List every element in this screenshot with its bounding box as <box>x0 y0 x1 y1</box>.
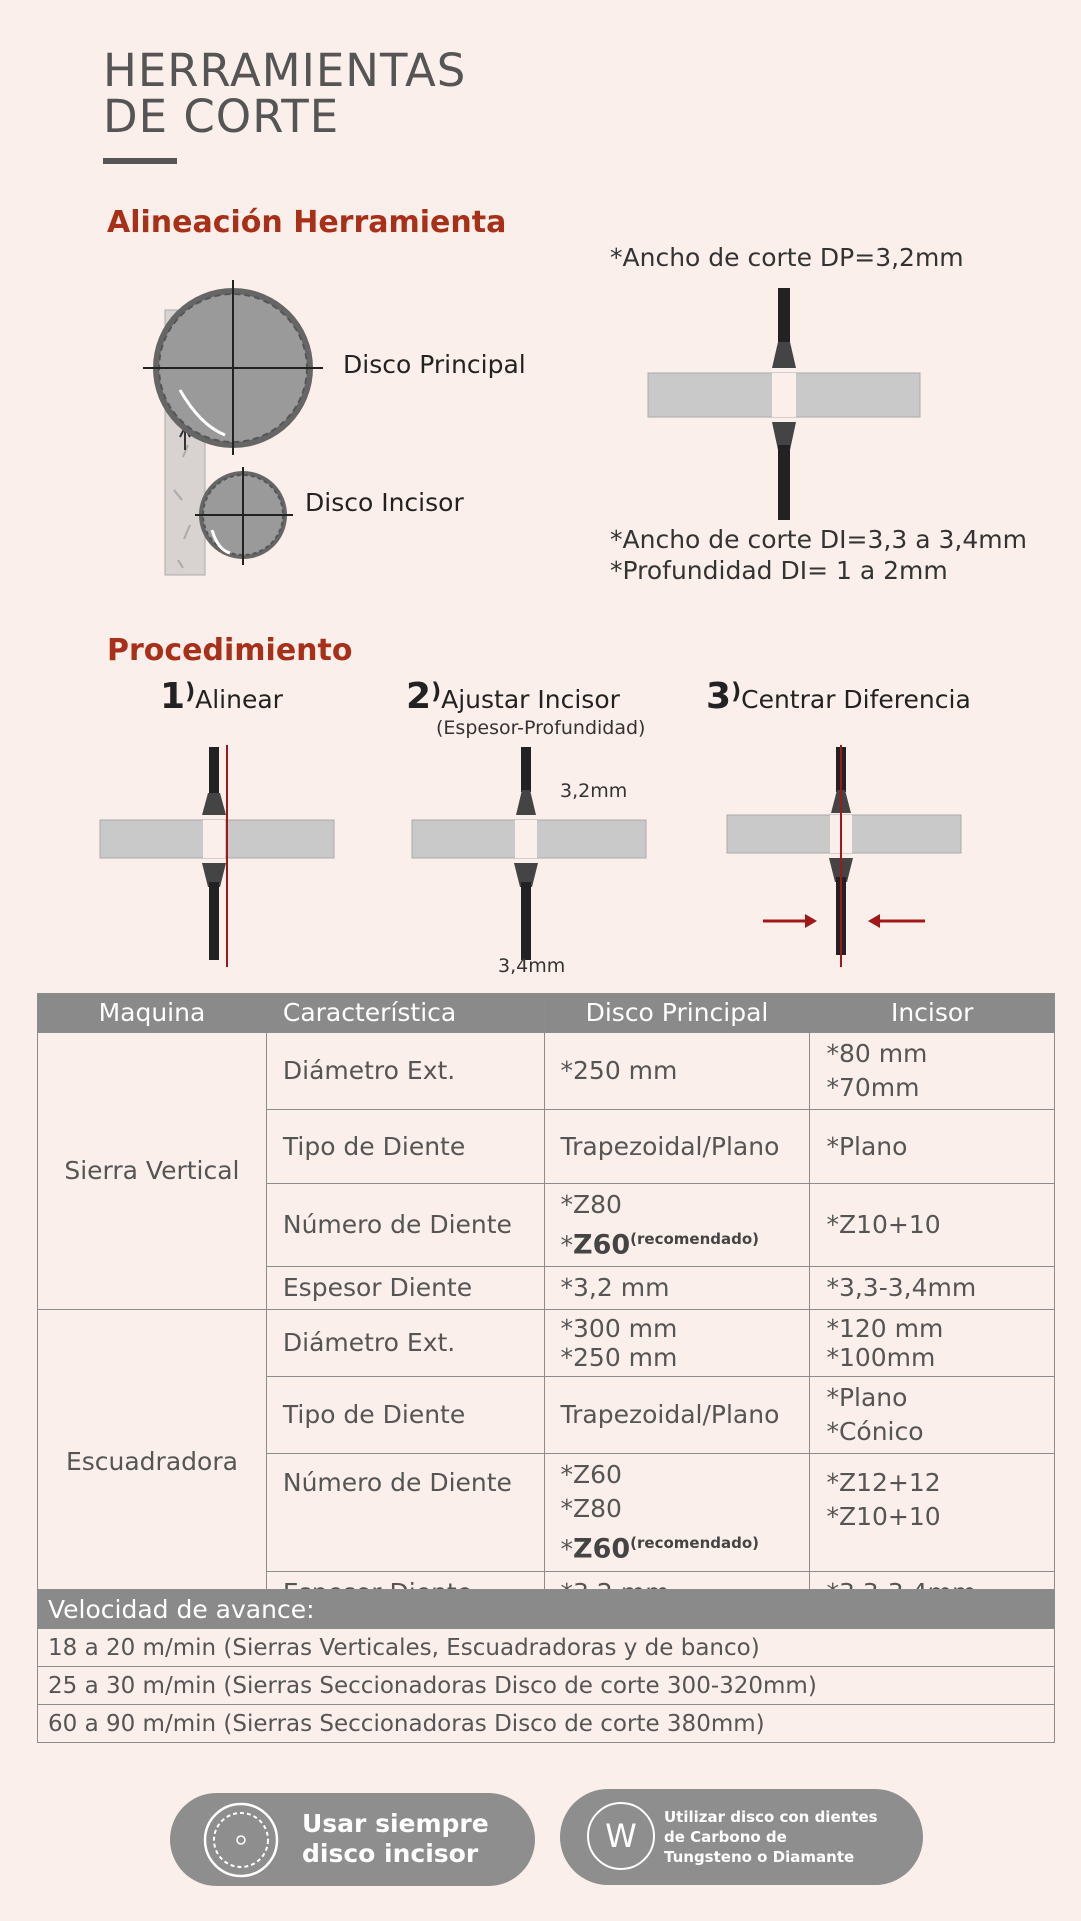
speed-row: 18 a 20 m/min (Sierras Verticales, Escuadradoras y de banco) <box>38 1629 1055 1667</box>
main-cell: *3,2 mm <box>544 1267 810 1310</box>
speed-heading: Velocidad de avance: <box>38 1590 1055 1629</box>
arrow-left-icon <box>868 914 925 928</box>
feature-cell: Diámetro Ext. <box>266 1033 544 1110</box>
title-line-1: HERRAMIENTAS <box>103 44 467 97</box>
step-1-diagram <box>98 745 338 970</box>
scoring-disc-icon <box>195 467 293 565</box>
table-header-row <box>38 994 1055 1033</box>
step-1-title: 1)Alinear <box>160 676 283 717</box>
main-disc-label: Disco Principal <box>343 350 526 379</box>
scoring-depth: *Profundidad DI= 1 a 2mm <box>610 556 948 585</box>
badge-carbide-disc <box>560 1789 923 1885</box>
step-2-title: 2)Ajustar Incisor <box>406 676 620 717</box>
header-scoring: Incisor <box>810 994 1055 1033</box>
main-cell: Trapezoidal/Plano <box>544 1377 810 1454</box>
speed-row: 60 a 90 m/min (Sierras Seccionadoras Disco de corte 380mm) <box>38 1705 1055 1743</box>
speed-table <box>37 1589 1055 1743</box>
main-cell: *250 mm <box>544 1033 810 1110</box>
scoring-cell: *Z10+10 <box>810 1184 1055 1267</box>
feature-cell: Diámetro Ext. <box>266 1310 544 1377</box>
step-2-bottom-dimension: 3,4mm <box>498 955 566 977</box>
scoring-cell: *Z12+12 *Z10+10 <box>810 1454 1055 1571</box>
alignment-heading: Alineación Herramienta <box>107 205 507 240</box>
procedure-heading: Procedimiento <box>107 633 353 668</box>
badge-left-text: Usar siempre disco incisor <box>302 1809 489 1868</box>
w-icon: W <box>587 1802 655 1870</box>
title-line-2: DE CORTE <box>103 90 340 143</box>
step-3-diagram <box>725 745 970 970</box>
scoring-disc-label: Disco Incisor <box>305 488 464 517</box>
main-cell: *Z60 *Z80 $*Z60^{(recomendado)}$ <box>544 1454 810 1571</box>
feature-cell: Número de Diente <box>266 1454 544 1571</box>
header-machine: Maquina <box>38 994 267 1033</box>
recommended-value: $*Z60^{(recomendado)}$ <box>560 1533 760 1565</box>
machine-cell: Escuadradora <box>38 1310 267 1615</box>
main-cell: *Z80 $*Z60^{(recomendado)}$ <box>544 1184 810 1267</box>
table-row <box>38 1310 1055 1377</box>
step-2-diagram <box>410 745 650 970</box>
scoring-cell: *Plano *Cónico <box>810 1377 1055 1454</box>
saw-alignment-diagram <box>130 275 330 585</box>
step-2-top-dimension: 3,2mm <box>560 780 628 802</box>
scoring-cell: *120 mm *100mm <box>810 1310 1055 1377</box>
header-feature: Característica <box>266 994 544 1033</box>
badge-scoring-disc <box>170 1793 535 1886</box>
machine-cell: Sierra Vertical <box>38 1033 267 1310</box>
page-title <box>103 44 467 143</box>
main-cell: *300 mm *250 mm <box>544 1310 810 1377</box>
saw-blade-icon <box>203 1802 279 1878</box>
step-3-title: 3)Centrar Diferencia <box>706 676 971 717</box>
cut-width-diagram <box>645 285 925 525</box>
scoring-cut-width: *Ancho de corte DI=3,3 a 3,4mm <box>610 525 1027 554</box>
badge-right-text: Utilizar disco con dientes de Carbono de Tungsteno o Diamante <box>664 1808 878 1866</box>
table-row <box>38 1033 1055 1110</box>
main-cut-width: *Ancho de corte DP=3,2mm <box>610 243 964 272</box>
feature-cell: Tipo de Diente <box>266 1110 544 1184</box>
feature-cell: Espesor Diente <box>266 1267 544 1310</box>
recommended-value: $*Z60^{(recomendado)}$ <box>560 1229 760 1261</box>
feature-cell: Tipo de Diente <box>266 1377 544 1454</box>
arrow-right-icon <box>763 914 817 928</box>
scoring-cell: *3,3-3,4mm <box>810 1267 1055 1310</box>
header-main-disc: Disco Principal <box>544 994 810 1033</box>
specs-table <box>37 993 1055 1616</box>
title-underline <box>103 158 177 164</box>
scoring-cell: *Plano <box>810 1110 1055 1184</box>
main-cell: Trapezoidal/Plano <box>544 1110 810 1184</box>
speed-row: 25 a 30 m/min (Sierras Seccionadoras Disco de corte 300-320mm) <box>38 1667 1055 1705</box>
scoring-cell: *80 mm *70mm <box>810 1033 1055 1110</box>
feature-cell: Número de Diente <box>266 1184 544 1267</box>
step-2-subtitle: (Espesor-Profundidad) <box>436 717 646 739</box>
